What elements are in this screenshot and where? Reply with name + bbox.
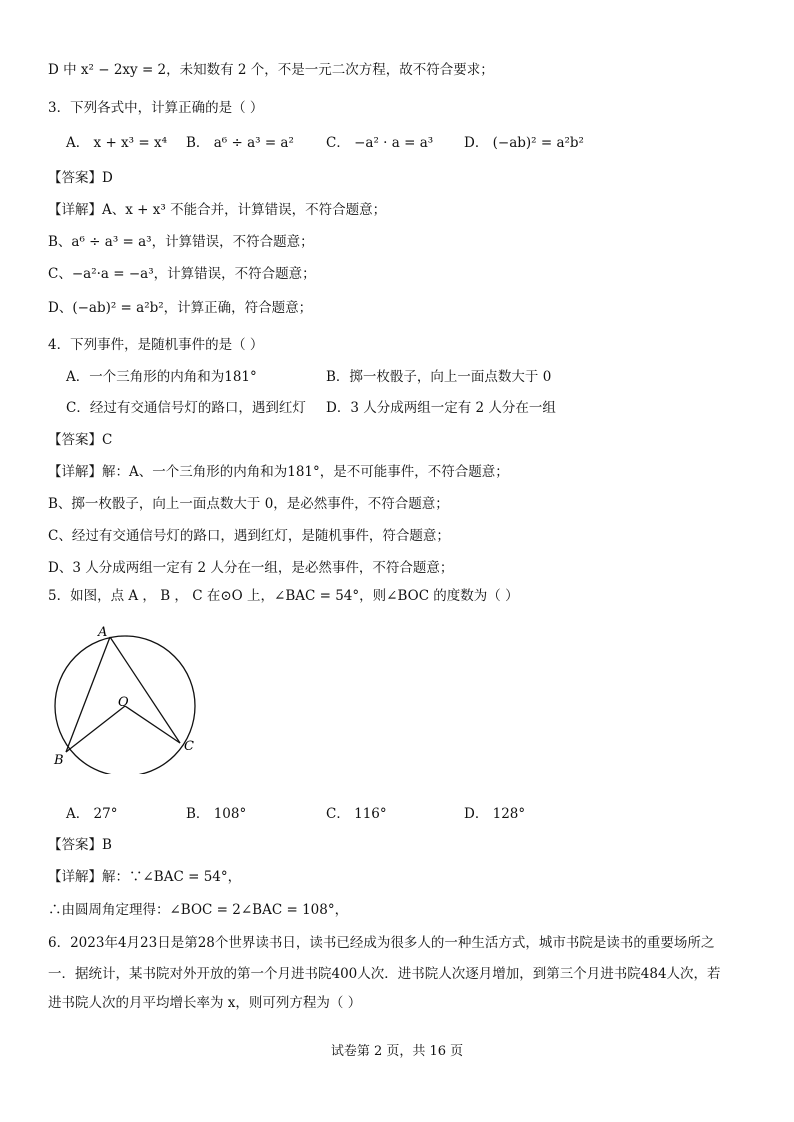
- q4-detail-d: D、3 人分成两组一定有 2 人分在一组，是必然事件，不符合题意；: [48, 560, 454, 576]
- label-c: C: [184, 739, 194, 754]
- q4-detail-b: B、掷一枚骰子，向上一面点数大于 0，是必然事件，不符合题意；: [48, 496, 449, 512]
- q5-option-a: A． 27°: [66, 806, 118, 822]
- question-5: 5．如图，点 A ， B ， C 在⊙O 上，∠BAC = 54°，则∠BOC 的度数为（ ）: [48, 588, 519, 604]
- q3-detail-d: D、(−ab)² = a²b²，计算正确，符合题意；: [48, 300, 313, 316]
- q4-option-d: D．3 人分成两组一定有 2 人分在一组: [326, 400, 556, 416]
- q3-option-a: A． x + x³ = x⁴: [66, 135, 167, 151]
- q3-detail-a: 【详解】A、x + x³ 不能合并，计算错误，不符合题意；: [48, 202, 387, 218]
- page-footer: 试卷第 2 页，共 16 页: [330, 1044, 464, 1059]
- q5-option-b: B． 108°: [186, 806, 247, 822]
- q5-option-d: D． 128°: [464, 806, 526, 822]
- q4-detail-c: C、经过有交通信号灯的路口，遇到红灯，是随机事件，符合题意；: [48, 528, 450, 544]
- q4-option-c: C．经过有交通信号灯的路口，遇到红灯: [66, 400, 306, 416]
- q5-answer: 【答案】B: [48, 837, 112, 853]
- label-b: B: [54, 753, 64, 768]
- question-6-line-2: 一．据统计，某书院对外开放的第一个月进书院400人次．进书院人次逐月增加，到第三个月进书院484人次，若: [48, 966, 721, 982]
- q3-option-c: C． −a² · a = a³: [326, 135, 434, 151]
- q3-option-d: D． (−ab)² = a²b²: [464, 135, 584, 151]
- q3-answer: 【答案】D: [48, 170, 113, 186]
- q4-option-b: B．掷一枚骰子，向上一面点数大于 0: [326, 369, 552, 385]
- q3-detail-b: B、a⁶ ÷ a³ = a³，计算错误，不符合题意；: [48, 234, 314, 250]
- label-a: A: [98, 625, 108, 640]
- question-6-line-3: 进书院人次的月平均增长率为 x，则可列方程为（ ）: [48, 995, 362, 1011]
- q5-detail-1: 【详解】解：∵∠BAC = 54°，: [48, 869, 242, 885]
- q5-option-c: C． 116°: [326, 806, 387, 822]
- q4-detail-a: 【详解】解：A、一个三角形的内角和为181°，是不可能事件，不符合题意；: [48, 464, 509, 480]
- question-4: 4．下列事件，是随机事件的是（ ）: [48, 337, 264, 353]
- chord-ac: [110, 637, 180, 743]
- q5-detail-2: ∴由圆周角定理得：∠BOC = 2∠BAC = 108°，: [48, 902, 349, 918]
- q3-detail-c: C、−a²·a = −a³，计算错误，不符合题意；: [48, 266, 316, 282]
- circle-figure: [48, 624, 208, 774]
- radius-oc: [125, 706, 180, 743]
- line-d-equation: D 中 x² − 2xy = 2，未知数有 2 个，不是一元二次方程，故不符合要求；: [48, 62, 494, 78]
- q4-option-a: A．一个三角形的内角和为181°: [66, 369, 257, 385]
- question-6-line-1: 6．2023年4月23日是第28个世界读书日，读书已经成为很多人的一种生活方式，城市书院是读书的重要场所之: [48, 935, 715, 951]
- q3-option-b: B． a⁶ ÷ a³ = a²: [186, 135, 294, 151]
- label-o: O: [118, 695, 129, 710]
- question-3: 3．下列各式中，计算正确的是（ ）: [48, 100, 264, 116]
- q4-answer: 【答案】C: [48, 432, 113, 448]
